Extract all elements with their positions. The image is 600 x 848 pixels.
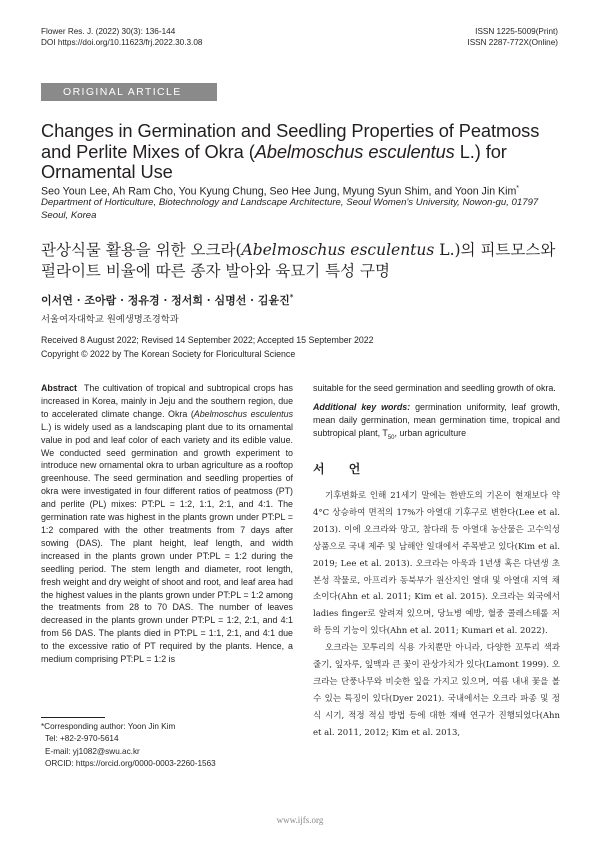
- korean-author-list: 이서연 · 조아람 · 정유경 · 정서희 · 심명선 · 김윤진*: [41, 292, 294, 307]
- title-part-2: L.) for Ornamental Use: [41, 140, 507, 182]
- received-revised-accepted: Received 8 August 2022; Revised 14 September 2022; Accepted 15 September 2022: [41, 335, 374, 345]
- journal-citation: [41, 27, 202, 48]
- abstract-text-2: L.) is widely used as a landscaping plant due to its ornamental value in pod and leaf color of each variety and its edible value. We conducted seed germination and growth experiment to introduce new ornamental okra to urban agriculture as a rooftop greenhouse. The seed germination and seedling properties of okra were investigated in four different ratios of peatmoss (PT) and perlite (PL) mixes: PT:PL = 1:2, 1:1, 2:1, and 4:1. The germination rate was highest in the plants grown under PT:PL = 1:2 compared with the other treatments from 7 days after sowing (DAS). The plant height, leaf length, and width increased in the plants grown under PT:PL = 1:2 during the seedling period. The stem length and diameter, root length, fresh weight and dry weight of shoot and root, and leaf area had the highest values in the plants grown under PT:PL = 1:2 among the treatments from 28 to 70 DAS. The number of leaves decreased in the plants grown under PT:PL = 1:2, 2:1, and 4:1 from 56 DAS. The plants died in PT:PL = 1:1, 2:1, and 4:1 due to the excessive ratio of PT required by the plants. Hence, a medium comprising PT:PL = 1:2 is: [41, 421, 293, 665]
- title-part-1: Changes in Germination and Seedling Properties of Peatmoss and Perlite Mixes of Okra (: [41, 120, 540, 162]
- introduction-body: [313, 488, 560, 742]
- abstract-text-1: The cultivation of tropical and subtropical crops has increased in Korea, mainly in Jeju and the southern region, due to accelerated climate change. Okra (: [41, 383, 293, 419]
- abstract: [41, 382, 293, 666]
- corresponding-mark: *: [516, 185, 520, 192]
- orcid[interactable]: ORCID: https://orcid.org/0000-0003-2260-1563: [45, 758, 216, 768]
- journal-website[interactable]: www.ijfs.org: [276, 815, 324, 825]
- article-title: [41, 121, 561, 183]
- abstract-continuation: suitable for the seed germination and seedling growth of okra.: [313, 383, 556, 393]
- keywords: Additional key words: germination uniformity, leaf growth, mean daily germination, mean germination time, tropical and subtropical plant, $T_{50}$, urban agriculture: [313, 401, 560, 441]
- korean-corresponding-mark: *: [289, 292, 294, 302]
- korean-title-species: Abelmoschus esculentus: [241, 241, 435, 259]
- correspondence-block: [41, 721, 216, 770]
- introduction-heading: 서 언: [313, 462, 371, 476]
- intro-paragraph-2: 오크라는 꼬투리의 식용 가치뿐만 아니라, 다양한 꼬투리 색과 줄기, 잎자루, 잎맥과 큰 꽃이 관상가치가 있다(Lamont 1999). 오크라는 단풍나무와 비슷한 잎을 가지고 있으며, 여름 내내 꽃을 볼 수 있는 특징이 있다(Dyer 2021). 국내에서는 오크라 파종 및 정식 시기, 적정 적심 방법 등에 대한 재배 연구가 진행되었다(Ahn et al. 2011, 2012; Kim et al. 2013,: [313, 643, 560, 738]
- title-species: Abelmoschus esculentus: [254, 140, 455, 162]
- abstract-species: Abelmoschus esculentus: [193, 408, 294, 419]
- abstract-continuation-block: [313, 382, 560, 444]
- intro-paragraph-1: 기후변화로 인해 21세기 말에는 한반도의 기온이 현재보다 약 4°C 상승하여 면적의 17%가 아열대 기후구로 변한다(Lee et al. 2013). 이에 오크라와 망고, 참다래 등 아열대 농산물은 고수익성 상품으로 국내 제주 및 남해안 일대에서 주목받고 있다(Kim et al. 2019; Lee et al. 2013). 오크라는 아욱과 1년생 혹은 다년생 초본성 작물로, 아프리카 동북부가 원산지인 열대 및 아열대 지역 채소이다(Ahn et al. 2011; Kim et al. 2015). 오크라는 외국에서 ladies finger로 알려져 있으며, 당뇨병 예방, 혈중 콜레스테롤 저하 등의 기능이 있다(Ahn et al. 2011; Kumari et al. 2022).: [313, 491, 560, 637]
- affiliation: Department of Horticulture, Biotechnology and Landscape Architecture, Seoul Women's University, Nowon-gu, 01797 Seoul, Korea: [41, 197, 539, 221]
- issn-block: [467, 27, 558, 48]
- author-list: Seo Youn Lee, Ah Ram Cho, You Kyung Chung, Seo Hee Jung, Myung Syun Shim, and Yoon Jin Kim*: [41, 185, 520, 198]
- footnote-divider: [41, 717, 105, 718]
- journal-line: Flower Res. J. (2022) 30(3): 136-144: [41, 27, 176, 36]
- korean-title: 관상식물 활용을 위한 오크라(Abelmoschus esculentus L.)의 피트모스와 펄라이트 비율에 따른 종자 발아와 육묘기 특성 구명: [41, 241, 556, 280]
- abstract-label: Abstract: [41, 383, 78, 393]
- doi-line[interactable]: DOI https://doi.org/10.11623/frj.2022.30.3.08: [41, 37, 203, 47]
- copyright-line: Copyright © 2022 by The Korean Society for Floricultural Science: [41, 348, 296, 359]
- telephone: Tel: +82-2-970-5614: [45, 734, 119, 744]
- issn-online: ISSN 2287-772X(Online): [467, 37, 558, 47]
- article-type-banner: ORIGINAL ARTICLE: [41, 83, 217, 101]
- email[interactable]: E-mail: yj1082@swu.ac.kr: [45, 746, 140, 756]
- korean-affiliation: 서울여자대학교 원예생명조경학과: [41, 314, 179, 325]
- keywords-label: Additional key words:: [313, 401, 411, 412]
- publication-dates: [41, 334, 374, 361]
- issn-print: ISSN 1225-5009(Print): [475, 27, 558, 36]
- corresponding-author: *Corresponding author: Yoon Jin Kim: [41, 722, 176, 731]
